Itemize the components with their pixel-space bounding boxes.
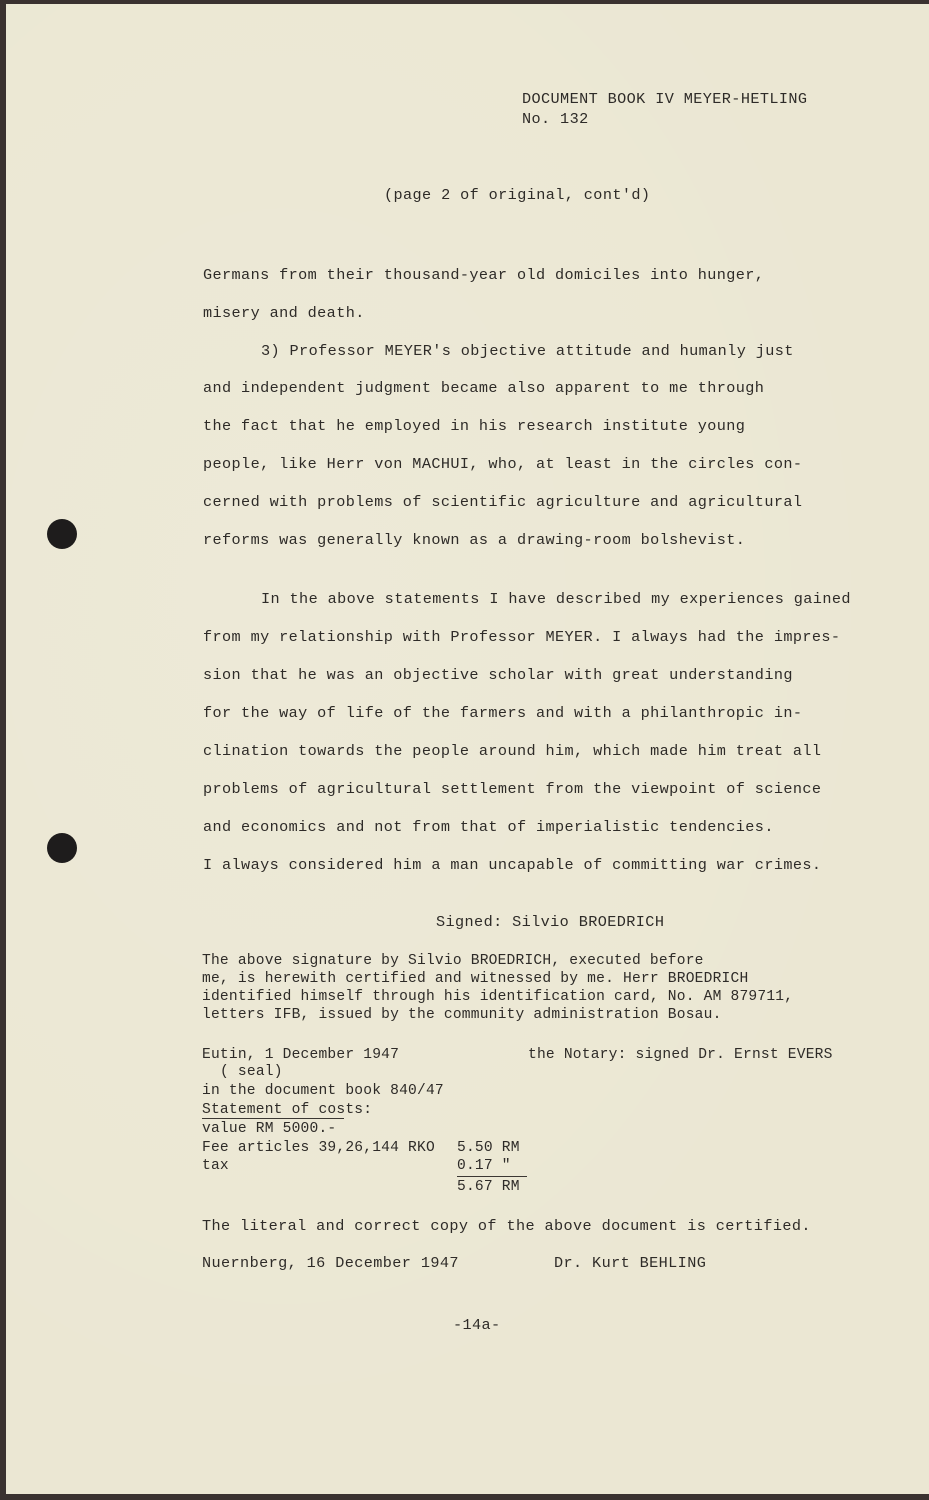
- punch-hole-top: [47, 519, 77, 549]
- fee-amount: 5.50 RM: [457, 1140, 520, 1156]
- tax-amount: 0.17 ": [457, 1158, 511, 1174]
- body-line: reforms was generally known as a drawing-room bolshevist.: [203, 531, 746, 549]
- notary-signature: the Notary: signed Dr. Ernst EVERS: [528, 1047, 833, 1063]
- body-line: for the way of life of the farmers and with a philanthropic in-: [203, 704, 803, 722]
- certification-line: identified himself through his identification card, No. AM 879711,: [202, 989, 794, 1005]
- body-line: problems of agricultural settlement from the viewpoint of science: [203, 780, 822, 798]
- sum-rule: [457, 1176, 527, 1177]
- signature-line: Signed: Silvio BROEDRICH: [436, 913, 665, 931]
- body-line: from my relationship with Professor MEYER. I always had the impres-: [203, 628, 841, 646]
- copy-certifier: Dr. Kurt BEHLING: [554, 1254, 707, 1272]
- document-book-ref: in the document book 840/47: [202, 1083, 444, 1099]
- body-line: and independent judgment became also apparent to me through: [203, 379, 765, 397]
- tax-label: tax: [202, 1158, 229, 1174]
- body-line: misery and death.: [203, 304, 365, 322]
- body-line: Germans from their thousand-year old domiciles into hunger,: [203, 266, 765, 284]
- body-line: sion that he was an objective scholar with great understanding: [203, 666, 793, 684]
- body-line: the fact that he employed in his research institute young: [203, 417, 746, 435]
- document-book-label: DOCUMENT BOOK IV MEYER-HETLING: [522, 90, 808, 108]
- page-subtitle: (page 2 of original, cont'd): [384, 186, 651, 204]
- notary-place-date: Eutin, 1 December 1947: [202, 1047, 400, 1063]
- costs-underline: [202, 1118, 344, 1119]
- certification-line: The above signature by Silvio BROEDRICH, executed before: [202, 953, 704, 969]
- copy-certification-statement: The literal and correct copy of the above document is certified.: [202, 1217, 811, 1235]
- body-line: clination towards the people around him, which made him treat all: [203, 742, 822, 760]
- document-page: [6, 4, 929, 1494]
- body-line: I always considered him a man uncapable of committing war crimes.: [203, 856, 822, 874]
- certification-line: me, is herewith certified and witnessed by me. Herr BROEDRICH: [202, 971, 749, 987]
- punch-hole-bottom: [47, 833, 77, 863]
- body-line: people, like Herr von MACHUI, who, at least in the circles con-: [203, 455, 803, 473]
- body-line: 3) Professor MEYER's objective attitude and humanly just: [261, 342, 794, 360]
- total-amount: 5.67 RM: [457, 1179, 520, 1195]
- body-line: and economics and not from that of imperialistic tendencies.: [203, 818, 774, 836]
- body-line: cerned with problems of scientific agriculture and agricultural: [203, 493, 803, 511]
- body-line: In the above statements I have described my experiences gained: [261, 590, 851, 608]
- costs-value: value RM 5000.-: [202, 1121, 337, 1137]
- fee-label: Fee articles 39,26,144 RKO: [202, 1140, 435, 1156]
- copy-place-date: Nuernberg, 16 December 1947: [202, 1254, 459, 1272]
- certification-line: letters IFB, issued by the community administration Bosau.: [202, 1007, 722, 1023]
- document-number: No. 132: [522, 110, 589, 128]
- seal-mark: ( seal): [220, 1064, 283, 1080]
- page-number: -14a-: [453, 1316, 501, 1334]
- costs-heading: Statement of costs:: [202, 1102, 373, 1118]
